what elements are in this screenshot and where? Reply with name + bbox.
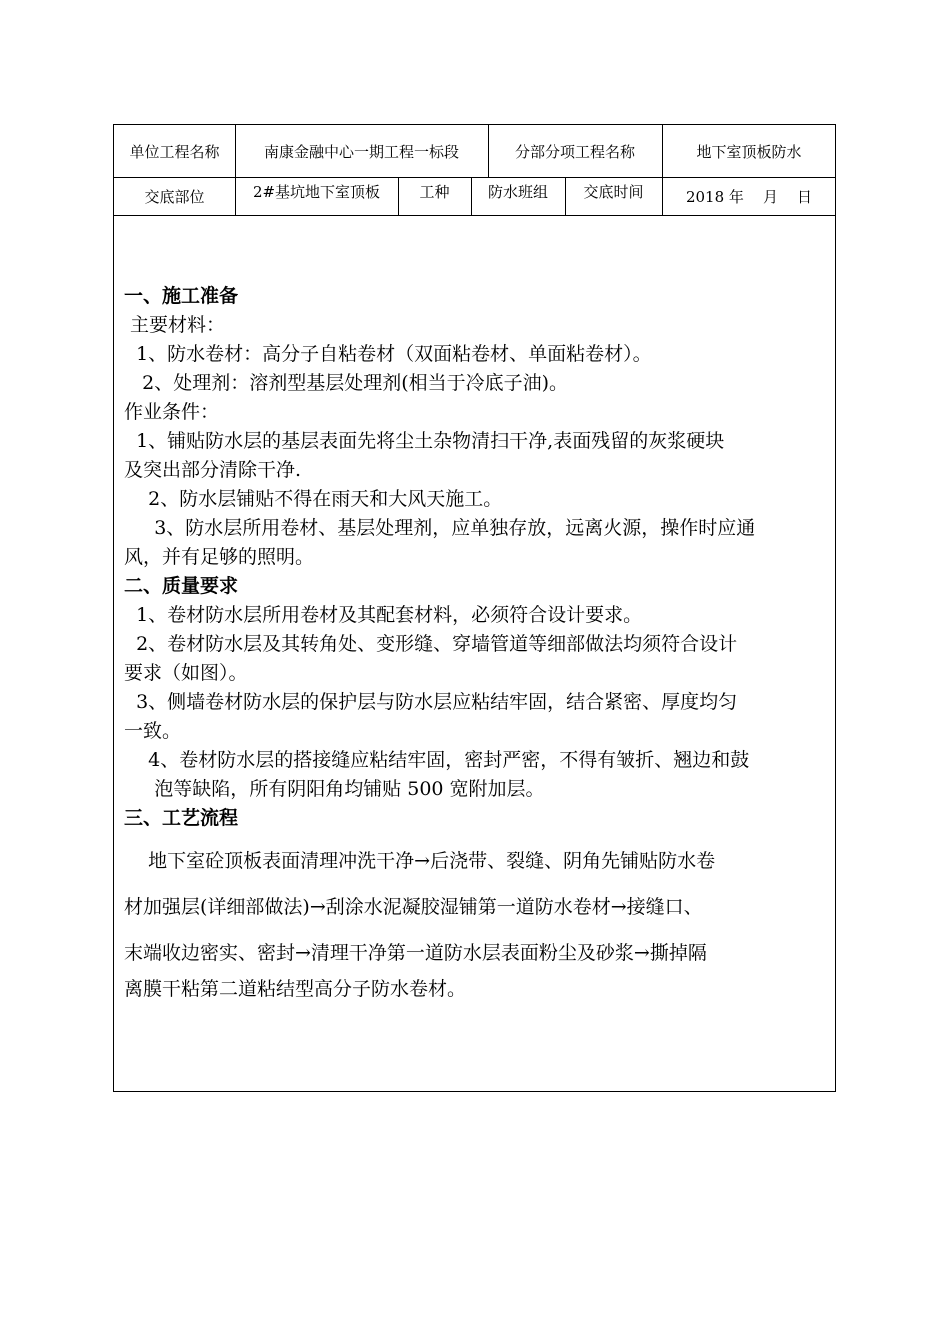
- material-item-1: 1、防水卷材：高分子自粘卷材（双面粘卷材、单面粘卷材）。: [124, 343, 652, 365]
- process-flow-line-4: 离膜干粘第二道粘结型高分子防水卷材。: [124, 978, 467, 1000]
- disclosure-part-label: 交底部位: [144, 187, 205, 206]
- conditions-label: 作业条件：: [124, 401, 220, 423]
- quality-item-2-line-2: 要求（如图）。: [124, 662, 248, 684]
- process-flow-line-3: 末端收边密实、密封→清理干净第一道防水层表面粉尘及砂浆→撕掉隔: [124, 942, 707, 964]
- condition-1-line-2: 及突出部分清除干净.: [124, 459, 302, 481]
- process-flow: [124, 847, 832, 1004]
- condition-1-line-1: 1、铺贴防水层的基层表面先将尘土杂物清扫干净,表面残留的灰浆硬块: [124, 430, 725, 452]
- section-title-process: 三、工艺流程: [124, 807, 239, 829]
- sub-project-value: 地下室顶板防水: [696, 142, 802, 161]
- quality-item-3-line-2: 一致。: [124, 720, 182, 742]
- condition-3-line-2: 风，并有足够的照明。: [124, 546, 315, 568]
- quality-item-2-line-1: 2、卷材防水层及其转角处、变形缝、穿墙管道等细部做法均须符合设计: [124, 633, 738, 655]
- quality-item-3-line-1: 3、侧墙卷材防水层的保护层与防水层应粘结牢固，结合紧密、厚度均匀: [124, 691, 738, 713]
- disclosure-content: [124, 282, 832, 1004]
- disclosure-part-value: 2#基坑地下室顶板: [252, 183, 381, 201]
- disclosure-time-value: 2018 年 月 日: [685, 187, 813, 206]
- condition-2: 2、防水层铺贴不得在雨天和大风天施工。: [124, 488, 503, 510]
- sub-project-label: 分部分项工程名称: [514, 142, 635, 161]
- quality-item-4-line-2: 泡等缺陷，所有阴阳角均铺贴 500 宽附加层。: [124, 778, 545, 800]
- quality-item-4-line-1: 4、卷材防水层的搭接缝应粘结牢固，密封严密，不得有皱折、翘边和鼓: [124, 749, 750, 771]
- section-title-quality: 二、质量要求: [124, 575, 239, 597]
- row-divider-2: [114, 215, 835, 216]
- section-title-preparation: 一、施工准备: [124, 285, 239, 307]
- unit-project-label: 单位工程名称: [129, 142, 220, 161]
- disclosure-time-label: 交底时间: [583, 183, 644, 201]
- material-item-2: 2、处理剂：溶剂型基层处理剂(相当于冷底子油)。: [124, 372, 569, 394]
- materials-label: 主要材料：: [124, 314, 226, 336]
- process-flow-line-1: 地下室砼顶板表面清理冲洗干净→后浇带、裂缝、阴角先铺贴防水卷: [124, 850, 716, 872]
- quality-item-1: 1、卷材防水层所用卷材及其配套材料，必须符合设计要求。: [124, 604, 643, 626]
- trade-value: 防水班组: [487, 183, 548, 201]
- process-flow-line-2: 材加强层(详细部做法)→刮涂水泥凝胶湿铺第一道防水卷材→接缝口、: [124, 896, 703, 918]
- unit-project-value: 南康金融中心一期工程一标段: [263, 142, 459, 161]
- trade-label: 工种: [419, 183, 450, 201]
- condition-3-line-1: 3、防水层所用卷材、基层处理剂，应单独存放，远离火源，操作时应通: [124, 517, 756, 539]
